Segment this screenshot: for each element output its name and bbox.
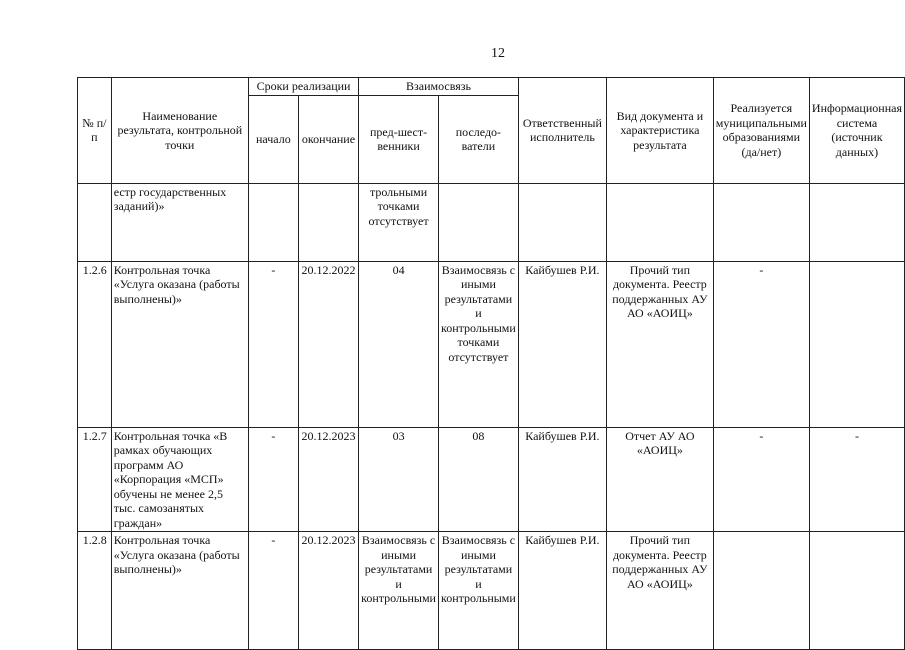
row-successors: 08 — [438, 427, 518, 532]
header-name: Наименование результата, контрольной точки — [111, 78, 248, 184]
row-responsible: Кайбушев Р.И. — [518, 427, 606, 532]
row-num: 1.2.7 — [78, 427, 112, 532]
row-predecessors: 03 — [359, 427, 439, 532]
page-number: 12 — [491, 46, 505, 61]
row-name: Контрольная точка «Услуга оказана (работы выполнены)» — [111, 532, 248, 650]
row-start — [248, 183, 298, 261]
row-info-system — [809, 183, 904, 261]
row-num: 1.2.6 — [78, 261, 112, 427]
header-relation: Взаимосвязь — [359, 78, 519, 96]
row-end: 20.12.2023 — [298, 427, 358, 532]
row-end: 20.12.2023 — [298, 532, 358, 650]
header-deadlines: Сроки реализации — [248, 78, 358, 96]
row-successors: Взаимосвязь с иными результатами и контрольными — [438, 532, 518, 650]
row-doc-type: Отчет АУ АО «АОИЦ» — [606, 427, 713, 532]
header-doc-type: Вид документа и характеристика результата — [606, 78, 713, 184]
header-num: № п/п — [78, 78, 112, 184]
row-num — [78, 183, 112, 261]
header-successors: последо-ватели — [438, 95, 518, 183]
row-info-system — [809, 532, 904, 650]
row-predecessors: Взаимосвязь с иными результатами и контрольными — [359, 532, 439, 650]
row-doc-type: Прочий тип документа. Реестр поддержанных АУ АО «АОИЦ» — [606, 532, 713, 650]
table-row — [78, 532, 905, 650]
row-municipal: - — [713, 427, 809, 532]
row-name: естр государственных заданий)» — [111, 183, 248, 261]
row-responsible: Кайбушев Р.И. — [518, 261, 606, 427]
row-start: - — [248, 261, 298, 427]
row-doc-type: Прочий тип документа. Реестр поддержанных АУ АО «АОИЦ» — [606, 261, 713, 427]
row-name: Контрольная точка «Услуга оказана (работы выполнены)» — [111, 261, 248, 427]
table-row — [78, 427, 905, 532]
header-municipal: Реализуется муниципальными образованиями (да/нет) — [713, 78, 809, 184]
row-responsible — [518, 183, 606, 261]
row-municipal — [713, 183, 809, 261]
row-name: Контрольная точка «В рамках обучающих программ АО «Корпорация «МСП» обучены не менее 2,5 тыс. самозанятых граждан» — [111, 427, 248, 532]
row-info-system: - — [809, 427, 904, 532]
row-predecessors: трольными точками отсутствует — [359, 183, 439, 261]
row-start: - — [248, 532, 298, 650]
header-info-system: Информационная система (источник данных) — [809, 78, 904, 184]
row-start: - — [248, 427, 298, 532]
row-municipal — [713, 532, 809, 650]
row-doc-type — [606, 183, 713, 261]
table-row — [78, 183, 905, 261]
row-info-system — [809, 261, 904, 427]
header-start: начало — [248, 95, 298, 183]
header-row-1 — [78, 78, 905, 96]
row-successors — [438, 183, 518, 261]
header-predecessors: пред-шест-венники — [359, 95, 439, 183]
row-predecessors: 04 — [359, 261, 439, 427]
row-end: 20.12.2022 — [298, 261, 358, 427]
row-responsible: Кайбушев Р.И. — [518, 532, 606, 650]
row-num: 1.2.8 — [78, 532, 112, 650]
header-responsible: Ответственный исполнитель — [518, 78, 606, 184]
table-row — [78, 261, 905, 427]
row-successors: Взаимосвязь с иными результатами и контрольными точками отсутствует — [438, 261, 518, 427]
row-municipal: - — [713, 261, 809, 427]
plan-table — [77, 77, 905, 650]
header-end: окончание — [298, 95, 358, 183]
row-end — [298, 183, 358, 261]
